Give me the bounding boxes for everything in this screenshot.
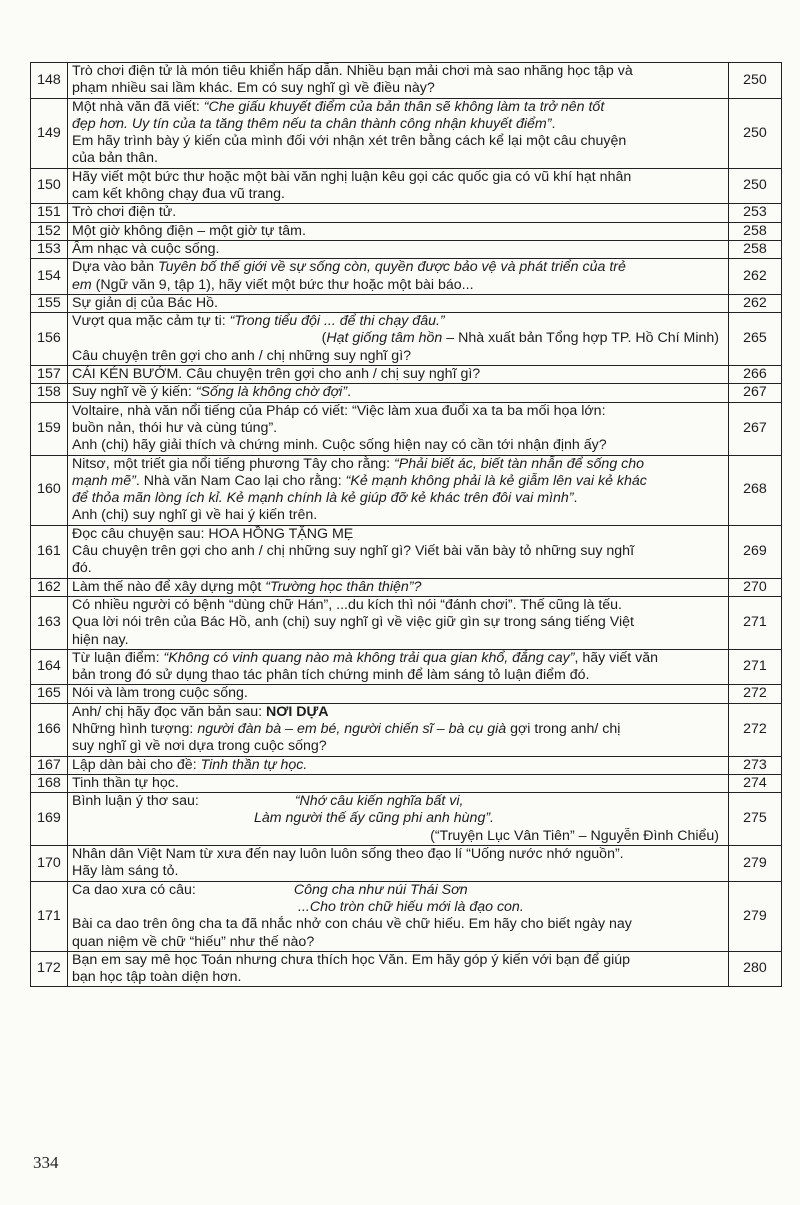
toc-row <box>31 204 782 222</box>
page-reference: 274 <box>729 774 782 792</box>
toc-row <box>31 685 782 703</box>
description-line <box>72 969 723 986</box>
description-line <box>72 348 723 365</box>
toc-body <box>31 63 782 987</box>
text-segment: Câu chuyện trên gợi cho anh / chị những suy nghĩ gì? Viết bài văn bày tỏ những suy nghĩ <box>72 543 635 560</box>
page-reference: 270 <box>729 578 782 596</box>
text-segment: “Không có vinh quang nào mà không trải qua gian khổ, đắng cay” <box>163 649 575 666</box>
text-segment: – Nhà xuất bản Tổng hợp TP. Hồ Chí Minh) <box>442 330 719 347</box>
description-line <box>72 632 723 649</box>
text-segment: người đàn bà – em bé, người chiến sĩ – bà cụ già <box>197 720 507 737</box>
description-line <box>72 223 723 240</box>
text-segment: Câu chuyện trên gợi cho anh / chị những suy nghĩ gì? <box>72 347 412 364</box>
text-segment: “Sống là không chờ đợi” <box>195 384 348 401</box>
item-number: 162 <box>31 578 68 596</box>
text-segment: Anh/ chị hãy đọc văn bản sau: <box>72 703 267 720</box>
text-segment: (Ngữ văn 9, tập 1), hãy viết một bức thư hoặc một bài báo... <box>91 276 474 293</box>
text-segment: đó. <box>72 560 92 577</box>
description-line <box>72 934 723 951</box>
description-line <box>72 526 723 543</box>
description-line <box>72 685 723 702</box>
item-description <box>68 222 729 240</box>
item-number: 150 <box>31 168 68 204</box>
text-segment: Bài ca dao trên ông cha ta đã nhắc nhở con cháu về chữ hiếu. Em hãy cho biết ngày nay <box>72 916 632 933</box>
text-segment: Bình luận ý thơ sau: <box>72 793 199 810</box>
item-number: 169 <box>31 793 68 846</box>
item-number: 170 <box>31 846 68 882</box>
page-reference: 275 <box>729 793 782 846</box>
page-reference: 271 <box>729 649 782 685</box>
page-reference: 280 <box>729 951 782 987</box>
description-line <box>72 650 723 667</box>
page-reference: 267 <box>729 402 782 455</box>
text-segment: Sự giản dị của Bác Hồ. <box>72 294 218 311</box>
toc-row <box>31 649 782 685</box>
description-line <box>72 757 723 774</box>
item-description <box>68 881 729 951</box>
toc-row <box>31 63 782 99</box>
text-segment: Có nhiều người có bệnh “dùng chữ Hán”, ...du kích thì nói “đánh chơi”. Thế cũng là tếu. <box>72 596 622 613</box>
description-line <box>72 133 723 150</box>
item-description <box>68 685 729 703</box>
toc-row <box>31 222 782 240</box>
description-line <box>72 473 723 490</box>
text-segment: Dựa vào bản <box>72 259 159 276</box>
text-segment: Công cha như núi Thái Sơn <box>293 881 468 898</box>
text-segment: Một nhà văn đã viết: <box>72 98 204 115</box>
text-segment: Hãy làm sáng tỏ. <box>72 863 179 880</box>
description-line <box>72 490 723 507</box>
toc-row <box>31 168 782 204</box>
description-line <box>72 828 723 845</box>
description-line <box>72 169 723 186</box>
item-description <box>68 384 729 402</box>
page-reference: 262 <box>729 294 782 312</box>
text-segment: Hãy viết một bức thư hoặc một bài văn nghị luận kêu gọi các quốc gia có vũ khí hạt nhân <box>72 168 632 185</box>
text-segment: em <box>72 276 92 293</box>
text-segment: Những hình tượng: <box>72 720 198 737</box>
toc-row <box>31 846 782 882</box>
text-segment: Suy nghĩ về ý kiến: <box>72 384 196 401</box>
page-reference: 271 <box>729 596 782 649</box>
item-description <box>68 313 729 366</box>
text-segment: để thỏa mãn lòng ích kỉ. Kẻ mạnh chính là kẻ giúp đỡ kẻ khác trên đôi vai mình” <box>72 490 574 507</box>
text-segment: Nói và làm trong cuộc sống. <box>72 685 248 702</box>
item-description <box>68 240 729 258</box>
text-segment: Làm người thế ấy cũng phi anh hùng”. <box>254 810 494 827</box>
item-description <box>68 366 729 384</box>
item-description <box>68 774 729 792</box>
text-segment: Trò chơi điện tử. <box>72 204 177 221</box>
item-description <box>68 168 729 204</box>
description-line <box>72 560 723 577</box>
page-reference: 258 <box>729 222 782 240</box>
page-reference: 250 <box>729 63 782 99</box>
toc-row <box>31 240 782 258</box>
description-line <box>72 721 723 738</box>
description-line <box>72 116 723 133</box>
page-reference: 279 <box>729 881 782 951</box>
description-line <box>72 846 723 863</box>
text-segment: quan niệm về chữ “hiếu” như thế nào? <box>72 933 315 950</box>
description-line <box>72 667 723 684</box>
item-number: 149 <box>31 98 68 168</box>
text-segment: Tuyên bố thế giới về sự sống còn, quyền được bảo vệ và phát triển của trẻ <box>158 259 626 276</box>
description-line <box>72 80 723 97</box>
item-number: 155 <box>31 294 68 312</box>
item-number: 156 <box>31 313 68 366</box>
description-line <box>72 403 723 420</box>
item-number: 165 <box>31 685 68 703</box>
item-description <box>68 294 729 312</box>
text-segment: Bạn em say mê học Toán nhưng chưa thích học Văn. Em hãy góp ý kiến với bạn để giúp <box>72 951 631 968</box>
item-number: 157 <box>31 366 68 384</box>
description-line <box>72 313 723 330</box>
description-line <box>72 204 723 221</box>
item-description <box>68 846 729 882</box>
item-number: 164 <box>31 649 68 685</box>
description-line <box>72 775 723 792</box>
text-segment: . Nhà văn Nam Cao lại cho rằng: <box>135 472 346 489</box>
text-segment: Đọc câu chuyện sau: HOA HỒNG TẶNG MẸ <box>72 525 354 542</box>
toc-row <box>31 596 782 649</box>
page-reference: 258 <box>729 240 782 258</box>
toc-row <box>31 384 782 402</box>
text-segment: “Kẻ mạnh không phải là kẻ giẫm lên vai kẻ khác <box>345 472 647 489</box>
item-description <box>68 98 729 168</box>
text-segment: hiện nay. <box>72 631 129 648</box>
text-segment: phạm nhiều sai lầm khác. Em có suy nghĩ gì về điều này? <box>72 80 435 97</box>
description-line <box>72 330 723 347</box>
text-segment: Hạt giống tâm hồn <box>326 330 443 347</box>
toc-row <box>31 951 782 987</box>
item-number: 151 <box>31 204 68 222</box>
page-reference: 268 <box>729 455 782 525</box>
description-line <box>72 704 723 721</box>
description-line <box>72 738 723 755</box>
toc-row <box>31 703 782 756</box>
text-segment: . <box>551 115 556 132</box>
page-reference: 266 <box>729 366 782 384</box>
description-line <box>72 99 723 116</box>
description-line <box>72 150 723 167</box>
item-description <box>68 596 729 649</box>
description-line <box>72 456 723 473</box>
text-segment: Em hãy trình bày ý kiến của mình đối với nhận xét trên bằng cách kể lại một câu chuyện <box>72 133 627 150</box>
toc-row <box>31 774 782 792</box>
description-line <box>72 543 723 560</box>
description-line <box>72 295 723 312</box>
page-reference: 250 <box>729 168 782 204</box>
page-reference: 265 <box>729 313 782 366</box>
text-segment: bạn học tập toàn diện hơn. <box>72 969 242 986</box>
description-line <box>72 863 723 880</box>
description-line <box>72 420 723 437</box>
item-description <box>68 204 729 222</box>
item-number: 167 <box>31 756 68 774</box>
text-segment: “Phải biết ác, biết tàn nhẫn để sống cho <box>394 455 645 472</box>
description-line <box>72 916 723 933</box>
text-segment: CÁI KÉN BƯỚM. Câu chuyện trên gợi cho anh / chị suy nghĩ gì? <box>72 366 481 383</box>
text-segment: Anh (chị) hãy giải thích và chứng minh. Cuộc sống hiện nay có cần tới nhận định ấy? <box>72 437 607 454</box>
page-number: 334 <box>33 1153 59 1172</box>
description-line <box>72 952 723 969</box>
toc-row <box>31 756 782 774</box>
item-number: 168 <box>31 774 68 792</box>
page-reference: 279 <box>729 846 782 882</box>
toc-row <box>31 313 782 366</box>
text-segment: “Trường học thân thiện”? <box>265 578 422 595</box>
toc-row <box>31 578 782 596</box>
text-segment: cam kết không chạy đua vũ trang. <box>72 186 285 203</box>
description-line <box>72 507 723 524</box>
text-segment: Làm thế nào để xây dựng một <box>72 578 266 595</box>
toc-row <box>31 525 782 578</box>
description-line <box>72 437 723 454</box>
page-reference: 273 <box>729 756 782 774</box>
page-reference: 262 <box>729 259 782 295</box>
text-segment: “Nhớ câu kiến nghĩa bất vi, <box>294 793 464 810</box>
page-reference: 269 <box>729 525 782 578</box>
text-segment: Âm nhạc và cuộc sống. <box>72 240 220 257</box>
toc-row <box>31 793 782 846</box>
description-line <box>72 259 723 276</box>
item-number: 159 <box>31 402 68 455</box>
item-description <box>68 793 729 846</box>
item-description <box>68 259 729 295</box>
item-description <box>68 649 729 685</box>
description-line <box>72 63 723 80</box>
text-segment: Anh (chị) suy nghĩ gì về hai ý kiến trên. <box>72 507 318 524</box>
item-number: 166 <box>31 703 68 756</box>
text-segment: “Trong tiểu đội ... để thi chạy đâu.” <box>229 313 445 330</box>
item-number: 154 <box>31 259 68 295</box>
page-reference: 272 <box>729 685 782 703</box>
item-number: 161 <box>31 525 68 578</box>
text-segment: Nitsơ, một triết gia nổi tiếng phương Tây cho rằng: <box>72 455 394 472</box>
item-description <box>68 63 729 99</box>
item-number: 152 <box>31 222 68 240</box>
page-reference: 272 <box>729 703 782 756</box>
item-number: 163 <box>31 596 68 649</box>
text-segment: ( <box>321 330 327 347</box>
text-segment: . <box>347 384 352 401</box>
text-segment: “Che giấu khuyết điểm của bản thân sẽ không làm ta trở nên tốt <box>203 98 605 115</box>
description-line <box>72 793 723 810</box>
text-segment: , hãy viết văn <box>574 649 659 666</box>
text-segment: Tinh thần tự học. <box>72 774 179 791</box>
text-segment: ...Cho tròn chữ hiếu mới là đạo con. <box>298 898 524 915</box>
text-segment: Nhân dân Việt Nam từ xưa đến nay luôn luôn sống theo đạo lí “Uống nước nhớ nguồn”. <box>72 846 624 863</box>
toc-row <box>31 98 782 168</box>
text-segment: suy nghĩ gì về nơi dựa trong cuộc sống? <box>72 738 327 755</box>
toc-row <box>31 881 782 951</box>
description-line <box>72 579 723 596</box>
item-number: 153 <box>31 240 68 258</box>
toc-row <box>31 402 782 455</box>
text-segment: của bản thân. <box>72 150 158 167</box>
page-reference: 267 <box>729 384 782 402</box>
description-line <box>72 899 723 916</box>
page-reference: 253 <box>729 204 782 222</box>
text-segment: Vượt qua mặc cảm tự ti: <box>72 313 230 330</box>
description-line <box>72 366 723 383</box>
item-number: 172 <box>31 951 68 987</box>
text-segment: đẹp hơn. Uy tín của ta tăng thêm nếu ta chân thành công nhận khuyết điểm” <box>72 115 552 132</box>
item-description <box>68 525 729 578</box>
item-description <box>68 578 729 596</box>
text-segment: bản trong đó sử dụng thao tác phân tích chứng minh để làm sáng tỏ luận điểm đó. <box>72 667 590 684</box>
item-number: 171 <box>31 881 68 951</box>
description-line <box>72 614 723 631</box>
item-description <box>68 951 729 987</box>
text-segment: Từ luận điểm: <box>72 649 164 666</box>
text-segment: Tinh thần tự học. <box>200 756 308 773</box>
text-segment: Lập dàn bài cho đề: <box>72 756 201 773</box>
toc-row <box>31 294 782 312</box>
table-of-contents <box>30 62 782 987</box>
text-segment: . <box>573 490 578 507</box>
text-segment: Một giờ không điện – một giờ tự tâm. <box>72 222 306 239</box>
page-reference: 250 <box>729 98 782 168</box>
description-line <box>72 384 723 401</box>
item-number: 158 <box>31 384 68 402</box>
item-number: 160 <box>31 455 68 525</box>
text-segment: mạnh mẽ” <box>72 472 136 489</box>
text-segment: buồn nản, thói hư và cùng túng”. <box>72 419 278 436</box>
text-segment: Ca dao xưa có câu: <box>72 881 196 898</box>
toc-row <box>31 455 782 525</box>
toc-row <box>31 366 782 384</box>
text-segment: gợi trong anh/ chị <box>506 720 621 737</box>
text-segment: Trò chơi điện tử là món tiêu khiển hấp dẫn. Nhiều bạn mải chơi mà sao nhãng học tập và <box>72 63 633 79</box>
item-description <box>68 756 729 774</box>
text-segment: Voltaire, nhà văn nổi tiếng của Pháp có viết: “Việc làm xua đuổi xa ta ba mối họa lớn: <box>72 402 606 419</box>
description-line <box>72 186 723 203</box>
item-number: 148 <box>31 63 68 99</box>
item-description <box>68 402 729 455</box>
text-segment: NƠI DỰA <box>266 703 329 720</box>
text-segment: Qua lời nói trên của Bác Hồ, anh (chị) suy nghĩ gì về việc giữ gìn sự trong sáng tiếng Việt <box>72 614 634 631</box>
description-line <box>72 810 723 827</box>
description-line <box>72 597 723 614</box>
description-line <box>72 882 723 899</box>
toc-row <box>31 259 782 295</box>
description-line <box>72 241 723 258</box>
item-description <box>68 455 729 525</box>
text-segment: (“Truyện Lục Vân Tiên” – Nguyễn Đình Chiểu) <box>430 827 719 844</box>
description-line <box>72 277 723 294</box>
item-description <box>68 703 729 756</box>
